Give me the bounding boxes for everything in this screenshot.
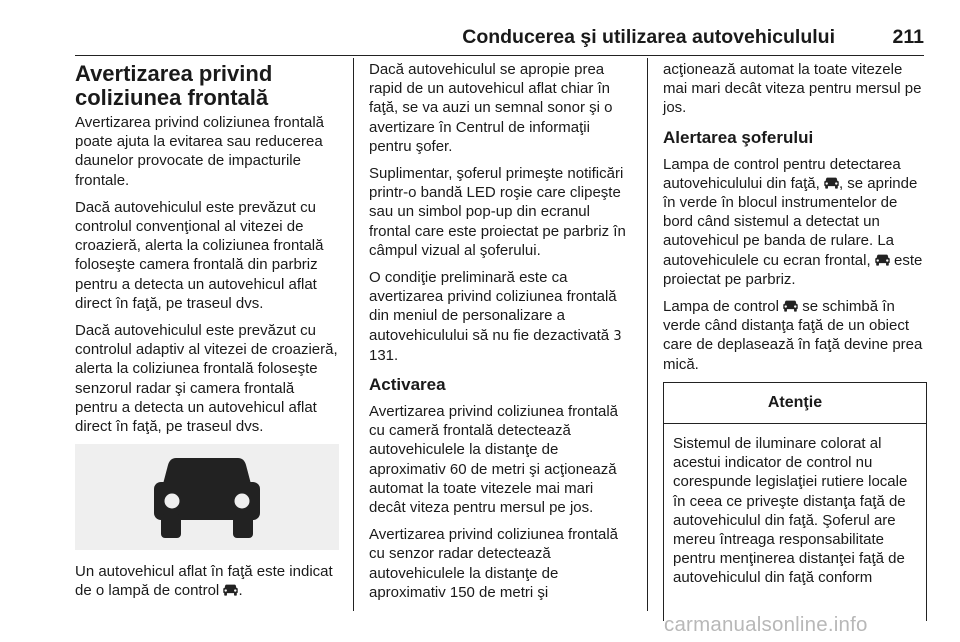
paragraph [663,297,927,374]
paragraph: Dacă autovehiculul se apropie prea rapid de un autovehicul aflat chiar în faţă, se va auzi un semnal sonor şi o avertizare în Centrul de informaţii pentru şofer. [369,61,613,155]
paragraph-text: Lampa de control pentru detectarea autovehiculului din faţă, [663,155,901,192]
paragraph: Avertizarea privind coliziunea frontală poate ajuta la evitarea sau reducerea daunelor provocate de impacturile frontale. [75,114,325,189]
paragraph: Dacă autovehiculul este prevăzut cu controlul convenţional al vitezei de croazieră, alerta la coliziunea frontală foloseşte camera frontală din parbriz pentru a detecta un autovehicul aflat direct în faţă, pe traseul dvs. [75,198,324,312]
reference-page: 131. [369,346,399,364]
section-title: Avertizarea privind coliziunea frontală [75,61,273,110]
paragraph: Dacă autovehiculul este prevăzut cu controlul adaptiv al vitezei de croazieră, alerta la coliziunea frontală foloseşte senzorul radar şi camera frontală pentru a detecta un autovehicul aflat direct în faţă, pe traseul dvs. [75,322,338,436]
column-divider-1 [353,58,354,611]
caption-end: . [238,582,243,600]
paragraph: Avertizarea privind coliziunea frontală cu senzor radar detectează autovehiculele la distanţe de aproximativ 150 de metri şi [369,526,619,601]
warning-title: Atenţie [664,383,926,424]
header-rule [75,55,924,56]
page-number: 211 [892,26,924,48]
header-title: Conducerea şi utilizarea autovehiculului [462,26,835,48]
figure-caption [75,562,339,600]
car-front-icon [824,176,839,190]
column-2 [369,60,633,610]
column-divider-2 [647,58,648,611]
paragraph-text: O condiţie preliminară este ca avertizarea privind coliziunea frontală din meniul de personalizare a autovehiculului să nu fie dezactivată [369,269,617,344]
paragraph-text: , se aprinde în verde în blocul instrumentelor de bord când sistemul a detectat un autovehicul pe banda de rulare. La autovehiculele cu ecran frontal, [663,174,918,269]
car-front-icon [783,299,798,313]
caption-text: Un autovehicul aflat în faţă este indicat de o lampă de control [75,563,333,600]
figure-car-front [75,444,339,550]
paragraph-text: este proiectat pe parbriz. [663,251,923,288]
subheading-driver-alert: Alertarea şoferului [663,127,814,147]
paragraph: acţionează automat la toate vitezele mai mari decât viteza pentru mersul pe jos. [663,61,922,117]
reference-arrow-icon: 3 [613,328,622,344]
column-1 [75,60,339,609]
column-3 [663,60,927,621]
car-front-icon [875,253,890,267]
paragraph: Suplimentar, şoferul primeşte notificări printr-o bandă LED roşie care clipeşte sau un simbol pop-up din ecranul frontal care este proiectat pe parbriz în câmpul vizual al şoferului. [369,165,626,259]
paragraph [663,155,927,289]
watermark: carmanualsonline.info [664,613,868,636]
subheading-activation: Activarea [369,375,446,395]
car-front-icon [223,583,238,597]
paragraph-text: se schimbă în verde când distanţa faţă de un obiect care de deplasează în faţă devine prea mică. [663,298,923,373]
warning-box [663,382,927,621]
car-front-icon [152,454,262,540]
paragraph-text: Lampa de control [663,298,779,316]
warning-text: Sistemul de iluminare colorat al acestui indicator de control nu corespunde legislaţiei rutiere locale în ceea ce priveşte distanţa faţă de autovehiculul din faţă. Şoferul are mereu întreaga responsabilitate pentru menţinerea distanţei faţă de autovehiculul din faţă conform [673,435,908,587]
paragraph [369,268,633,365]
paragraph: Avertizarea privind coliziunea frontală cu cameră frontală detectează autovehiculele la distanţe de aproximativ 60 de metri şi acţionează automat la toate vitezele mai mari decât viteza pentru mersul pe jos. [369,403,619,517]
